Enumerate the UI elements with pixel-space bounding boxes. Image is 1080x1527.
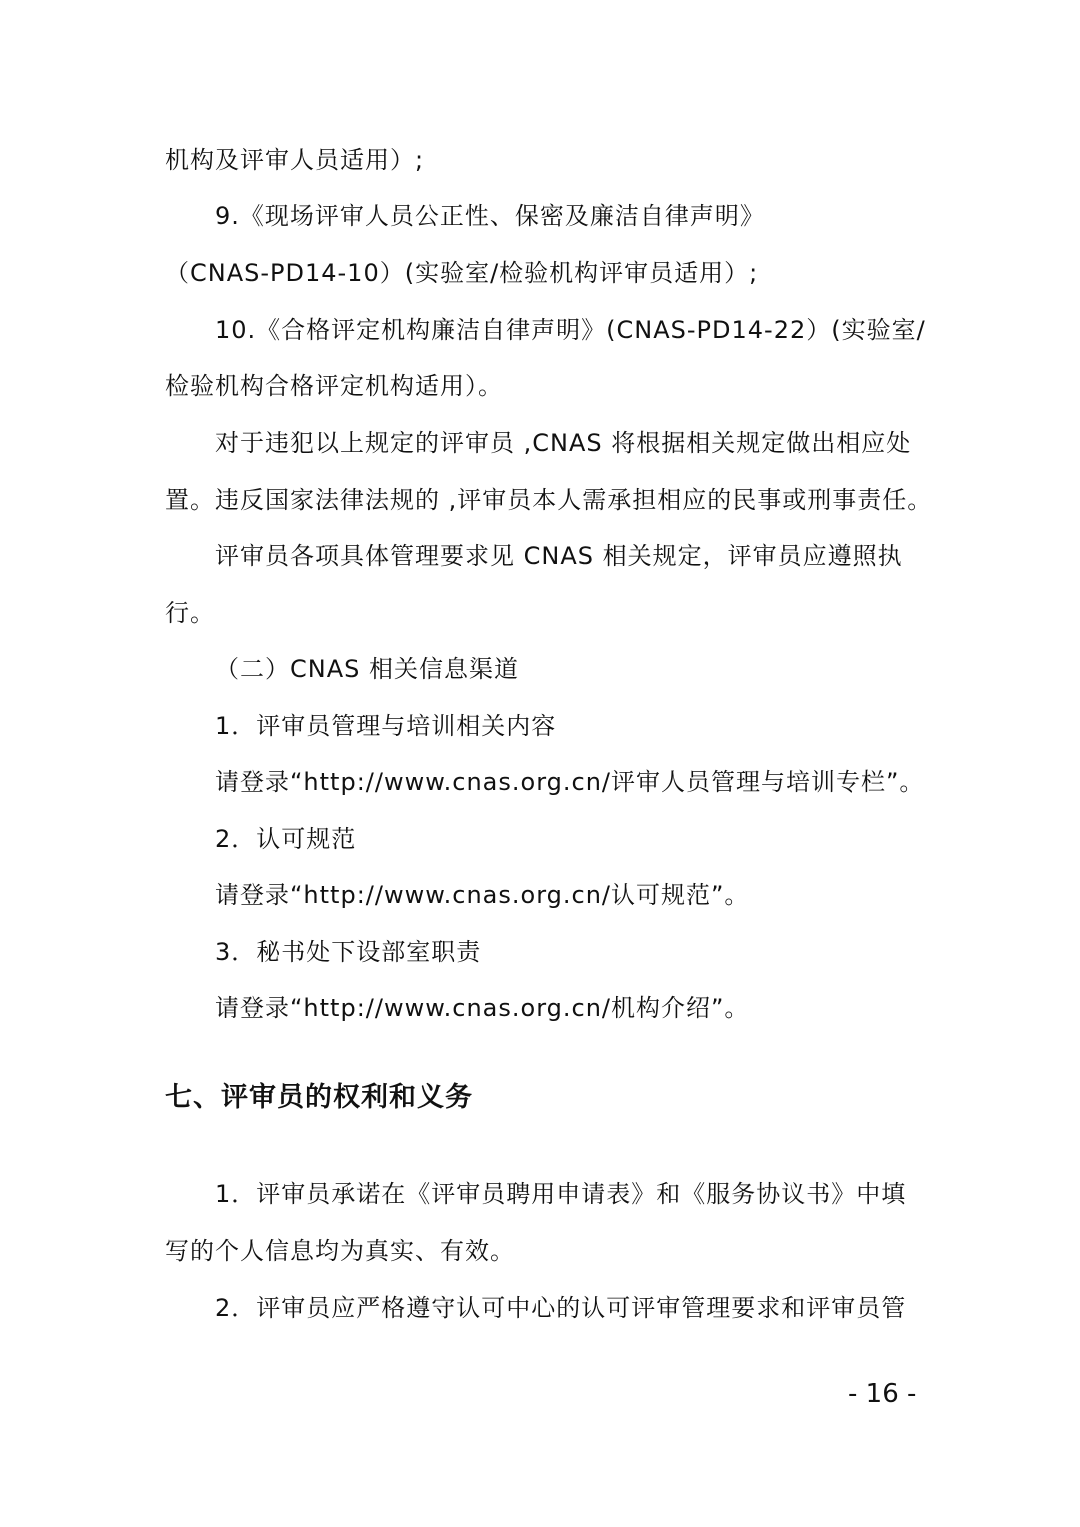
channel-link-3: 请登录“http://www.cnas.org.cn/机构介绍”。: [215, 994, 750, 1022]
body-line: （CNAS-PD14-10）(实验室/检验机构评审员适用）;: [165, 259, 759, 287]
subsection-title: （二）CNAS 相关信息渠道: [215, 655, 519, 683]
list-item-9: 9.《现场评审人员公正性、保密及廉洁自律声明》: [215, 202, 765, 230]
obligation-item-2: 2．评审员应严格遵守认可中心的认可评审管理要求和评审员管: [215, 1294, 907, 1322]
channel-item-1: 1．评审员管理与培训相关内容: [215, 712, 557, 740]
body-line: 检验机构合格评定机构适用）。: [165, 372, 503, 400]
page-number: - 16 -: [848, 1379, 917, 1409]
body-line: 置。违反国家法律法规的 ,评审员本人需承担相应的民事或刑事责任。: [165, 486, 933, 514]
channel-item-2: 2．认可规范: [215, 825, 357, 853]
body-line: 行。: [165, 599, 215, 627]
channel-link-2: 请登录“http://www.cnas.org.cn/认可规范”。: [215, 881, 750, 909]
body-line: 写的个人信息均为真实、有效。: [165, 1237, 515, 1265]
section-heading: 七、评审员的权利和义务: [165, 1082, 473, 1113]
paragraph-violation: 对于违犯以上规定的评审员 ,CNAS 将根据相关规定做出相应处: [215, 429, 912, 457]
paragraph-requirements: 评审员各项具体管理要求见 CNAS 相关规定，评审员应遵照执: [215, 542, 903, 570]
obligation-item-1: 1．评审员承诺在《评审员聘用申请表》和《服务协议书》中填: [215, 1180, 907, 1208]
channel-item-3: 3．秘书处下设部室职责: [215, 938, 482, 966]
channel-link-1: 请登录“http://www.cnas.org.cn/评审人员管理与培训专栏”。: [215, 768, 925, 796]
list-item-10: 10.《合格评定机构廉洁自律声明》(CNAS-PD14-22）(实验室/: [215, 316, 926, 344]
body-line: 机构及评审人员适用）;: [165, 146, 425, 174]
